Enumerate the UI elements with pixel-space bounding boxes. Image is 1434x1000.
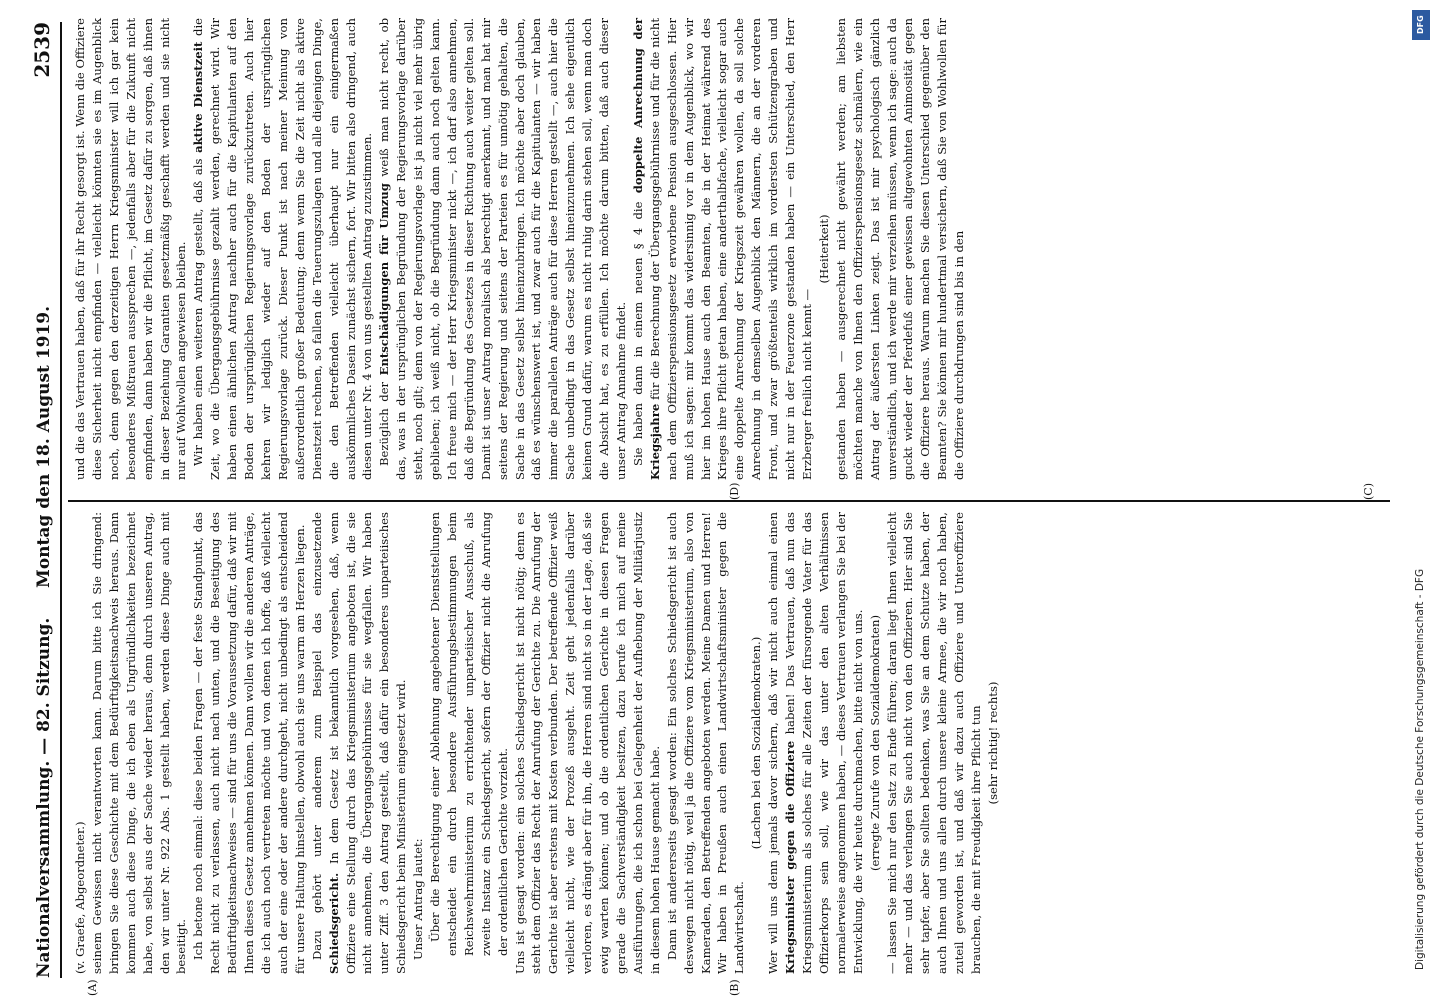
- paragraph: [309, 512, 410, 974]
- margin-marker-d: (D): [728, 482, 741, 500]
- bold-term: Entschädigungen für Umzug: [377, 183, 392, 376]
- interjection: (sehr richtig! rechts): [985, 681, 1000, 805]
- interjection: (Lachen bei den Sozialdemokraten.): [749, 636, 764, 850]
- text-span: die Zeit, wo die Übergangsgebührnisse gezahlt werden, gerechnet wird. Wir haben einen ähnlichen Antrag nachher auch für die Kapitulanten auf den Boden der ursprünglichen Regierungsvorlage zurückzutreten. Auch hier kehren wir lediglich wieder auf den Boden der ursprünglichen Regierungsvorlage zurück. Dieser Punkt ist nach meiner Meinung von außerordentlich großer Bedeutung; denn wenn Sie die Zeit nicht als aktive Dienstzeit rechnen, so fallen die Teuerungszulagen und alle diejenigen Dinge, die den Betreffenden vielleicht überhaupt nur ein einigermaßen auskömmliches Dasein zunächst sichern, fort. Wir bitten also dringend, auch diesen unter Nr. 4 von uns gestellten Antrag zuzustimmen.: [191, 17, 375, 480]
- text-span: Dazu gehört unter anderem zum Beispiel das einzusetzende: [309, 512, 324, 960]
- header-date: Montag den 18. August 1919.: [34, 305, 54, 588]
- paragraph: gestanden haben — ausgerechnet nicht gewährt werden; am liebsten möchten manche von Ihnen den Offizierspensionsgesetz schmälern, wie ein Antrag der äußersten Linken zeigt. Das ist mir psychologisch gänzlich unverständlich, und ich werde mir verzeihen müssen, wenn ich sage: auch da guckt wieder der Pferdefuß einer gewissen altgewohnten Animosität gegen die Offiziere heraus. Warum machen Sie diesen Unterschied gegenüber den Beamten? Sie können mir hundertmal versichern, daß Sie von Wohlwollen für die Offiziere durchdrungen sind bis in den: [833, 18, 967, 480]
- page-header: [26, 22, 62, 978]
- speaker-line: (v. Graefe, Abgeordneter.): [73, 821, 87, 974]
- bold-term: doppelte Anrechnung der Kriegsjahre: [630, 18, 662, 480]
- paragraph: seinem Gewissen nicht verantworten kann. Darum bitte ich Sie dringend: bringen Sie diese Geschichte mit dem Bedürftigkeitsnachweis heraus. Dann kommen auch diese Dinge, die ich eben als Ungründlichkeiten bezeichnet habe, von selbst aus der Sache wieder heraus, denn durch unseren Antrag, den wir unter Nr. 922 Abs. 1 gestellt haben, werden diese Dinge auch mit beseitigt.: [89, 512, 189, 974]
- column-divider: [68, 500, 1390, 502]
- header-left-title: Nationalversammlung. — 82. Sitzung.: [34, 617, 54, 978]
- text-span: für die Berechnung der Übergangsgebührnisse und für die nicht nach dem Offizierspensionsgesetz erworbene Pension ausgeschlossen. Hier muß ich sagen: mir kommt das widersinnig vor in dem Augenblick, wo wir hier im hohen Hause auch den Beamten, die in der Heimat während des Krieges ihre Pflicht getan haben, eine anderthalbfache, vielleicht sogar auch eine doppelte Anrechnung der Kriegszeit gewähren wollen, da soll solche Anrechnung in demselben Augenblick den Männern, die an der vorderen Front, und zwar größtenteils wirklich im vordersten Schützengraben und nicht nur in der Feuerzone gestanden haben — ein Unterschied, den Herr Erzberger freilich nicht kennt —: [647, 18, 814, 480]
- paragraph: Uns ist gesagt worden: ein solches Schiedsgericht ist nicht nötig; denn es steht dem Offizier das Recht der Anrufung der Gerichte zu. Die Anrufung der Gerichte ist aber erstens mit Kosten verbunden. Der betreffende Offizier weiß vielleicht nicht, wie der Prozeß ausgeht. Zeit geht jedenfalls darüber verloren, es drängt aber für ihn, die Herren sind nicht so in der Lage, daß sie ewig warten können; und ob die ordentlichen Gerichte in diesen Fragen gerade die Sachverständigkeit besitzen, dazu berufe ich mich auf meine Ausführungen, die ich schon bei Gelegenheit der Aufhebung der Militärjustiz in diesem hohen Hause gemacht habe.: [512, 512, 662, 974]
- margin-marker-b: (B): [728, 979, 741, 996]
- paragraph: [190, 18, 376, 480]
- paragraph: Unser Antrag lautet:: [411, 838, 426, 960]
- margin-marker-a: (A): [86, 979, 99, 996]
- text-span: In dem Gesetz ist bekanntlich vorgesehen, daß, wenn Offiziere eine Stellung durch das Kriegsministerium angeboten ist, die sie nicht annehmen, die Übergangsgebührnisse für sie wegfallen. Wir haben unter Ziff. 3 den Antrag gestellt, daß dafür ein besonderes unparteiisches Schiedsgericht beim Ministerium eingesetzt wird.: [326, 512, 409, 974]
- paragraph: [630, 18, 816, 480]
- right-column: [72, 18, 968, 480]
- motion-quote: Über die Berechtigung einer Ablehnung angebotener Dienststellungen entscheidet ein durch besondere Ausführungsbestimmungen beim Reichswehrministerium zu errichtender unparteiischer Ausschuß, als zweite Instanz ein Schiedsgericht, sofern der Offizier nicht die Anrufung der ordentlichen Gerichte vorzieht.: [428, 512, 510, 956]
- interjection: (Heiterkeit): [816, 214, 831, 284]
- bold-term: aktive Dienstzeit: [191, 41, 206, 153]
- paragraph: Dann ist andererseits gesagt worden: Ein solches Schiedsgericht ist auch deswegen nicht nötig, weil ja die Offiziere vom Kriegsministerium, also von Kameraden, den Betreffenden angeboten werden. Meine Damen und Herren! Wir haben in Preußen auch einen Landwirtschaftsminister gegen die Landwirtschaft.: [664, 512, 747, 974]
- interjection: (erregte Zurufe von den Sozialdemokraten): [867, 614, 882, 872]
- paragraph: — lassen Sie mich nur den Satz zu Ende führen; daran liegt Ihnen vielleicht mehr — und das verlangen Sie auch nicht von den Offizieren. Hier sind Sie sehr tapfer, aber Sie sollten bedenken, was Sie an dem Schutze haben, der auch Ihnen und uns allen durch unsere kleine Armee, die wir noch haben, zuteil geworden ist, und daß wir dazu auch Offiziere und Unteroffiziere brauchen, die mit Freudigkeit ihre Pflicht tun: [884, 512, 984, 974]
- page-number: 2539: [30, 22, 54, 78]
- text-span: Sie haben dann in einem neuen § 4 die: [630, 201, 645, 466]
- credit-text: Digitalisierung gefördert durch die Deutsche Forschungsgemeinschaft - DFG: [1414, 568, 1426, 970]
- text-span: weiß man nicht recht, ob das, was in der ursprünglichen Begründung der Regierungsvorlage darüber steht, noch gilt; denn von der Regierungsvorlage ist ja nicht viel mehr übrig geblieben; ich weiß nicht, ob die Begründung dann auch noch gelten kann. Ich freue mich — der Herr Kriegsminister nickt —, ich darf also annehmen, daß die Begründung des Gesetzes in dieser Richtung auch weiter gelten soll. Damit ist unser Antrag moralisch als berechtigt anerkannt, und man hat mir seitens der Regierung und seitens der Parteien es für unnötig gehalten, die Sache in das Gesetz selbst hineinzubringen. Ich möchte aber doch glauben, daß es wünschenswert ist, und zwar auch für die Kapitulanten — wir haben immer die parallelen Anträge auch für diese Herren gestellt —, auch hier die Sache unbedingt in das Gesetz selbst hineinzunehmen. Ich sehe eigentlich keinen Grund dafür, warum es nicht ruhig darin stehen soll, wenn man doch die Absicht hat, es zu erfüllen. Ich möchte darum bitten, daß auch dieser unser Antrag Annahme findet.: [377, 18, 628, 480]
- text-span: Bezüglich der: [377, 381, 392, 466]
- bold-term: Schiedsgericht.: [326, 872, 341, 974]
- text-span: Wer will uns denn jemals davor sichern, daß wir nicht auch einmal einen: [766, 512, 781, 974]
- paragraph: und die das Vertrauen haben, daß für ihr Recht gesorgt ist. Wenn die Offiziere diese Sicherheit nicht empfinden — vielleicht könnten sie es im Augenblick noch, denn gegen den derzeitigen Herrn Kriegsminister will ich gar kein besonderes Mißtrauen aussprechen —, jedenfalls aber für die Zukunft nicht empfinden, dann haben wir die Pflicht, im Gesetz dafür zu sorgen, daß ihnen in dieser Beziehung Garantien gesetzmäßig geschafft werden und sie nicht nur auf Wohlwollen angewiesen bleiben.: [73, 18, 189, 480]
- dfg-logo-icon: DFG: [1412, 10, 1430, 40]
- paragraph: [765, 512, 866, 974]
- paragraph: Ich betone noch einmal: diese beiden Fragen — der feste Standpunkt, das Recht nicht zu verlassen, auch nicht nach unten, und die Beseitigung des Bedürftigkeitsnachweises — sind für uns die Voraussetzung dafür, daß wir mit Ihnen dieses Gesetz annehmen können. Dann wollen wir die anderen Anträge, die ich auch noch vertreten möchte und von denen ich hoffe, daß vielleicht auch der eine oder der andere durchgeht, nicht unbedingt als entscheidend für unsere Haltung hinstellen, obwohl auch sie uns warm am Herzen liegen.: [191, 511, 307, 974]
- paragraph: [376, 18, 630, 480]
- text-span: haben! Das Vertrauen, daß nun das Kriegsministerium als solches für alle Zeiten der fürsorgende Vater für das Offizierkorps sein soll, wie wir das unter den alten Verhältnissen normalerweise angenommen haben, — dieses Vertrauen verlangen Sie bei der Entwicklung, die wir heute durchmachen, bitte nicht von uns.: [783, 512, 865, 974]
- left-column: [72, 512, 1002, 974]
- digitization-credit: [1410, 10, 1434, 990]
- text-span: Wir haben einen weiteren Antrag gestellt, daß als: [191, 158, 206, 466]
- bold-term: Kriegsminister gegen die Offiziere: [783, 740, 798, 974]
- margin-marker-c: (C): [1362, 483, 1375, 500]
